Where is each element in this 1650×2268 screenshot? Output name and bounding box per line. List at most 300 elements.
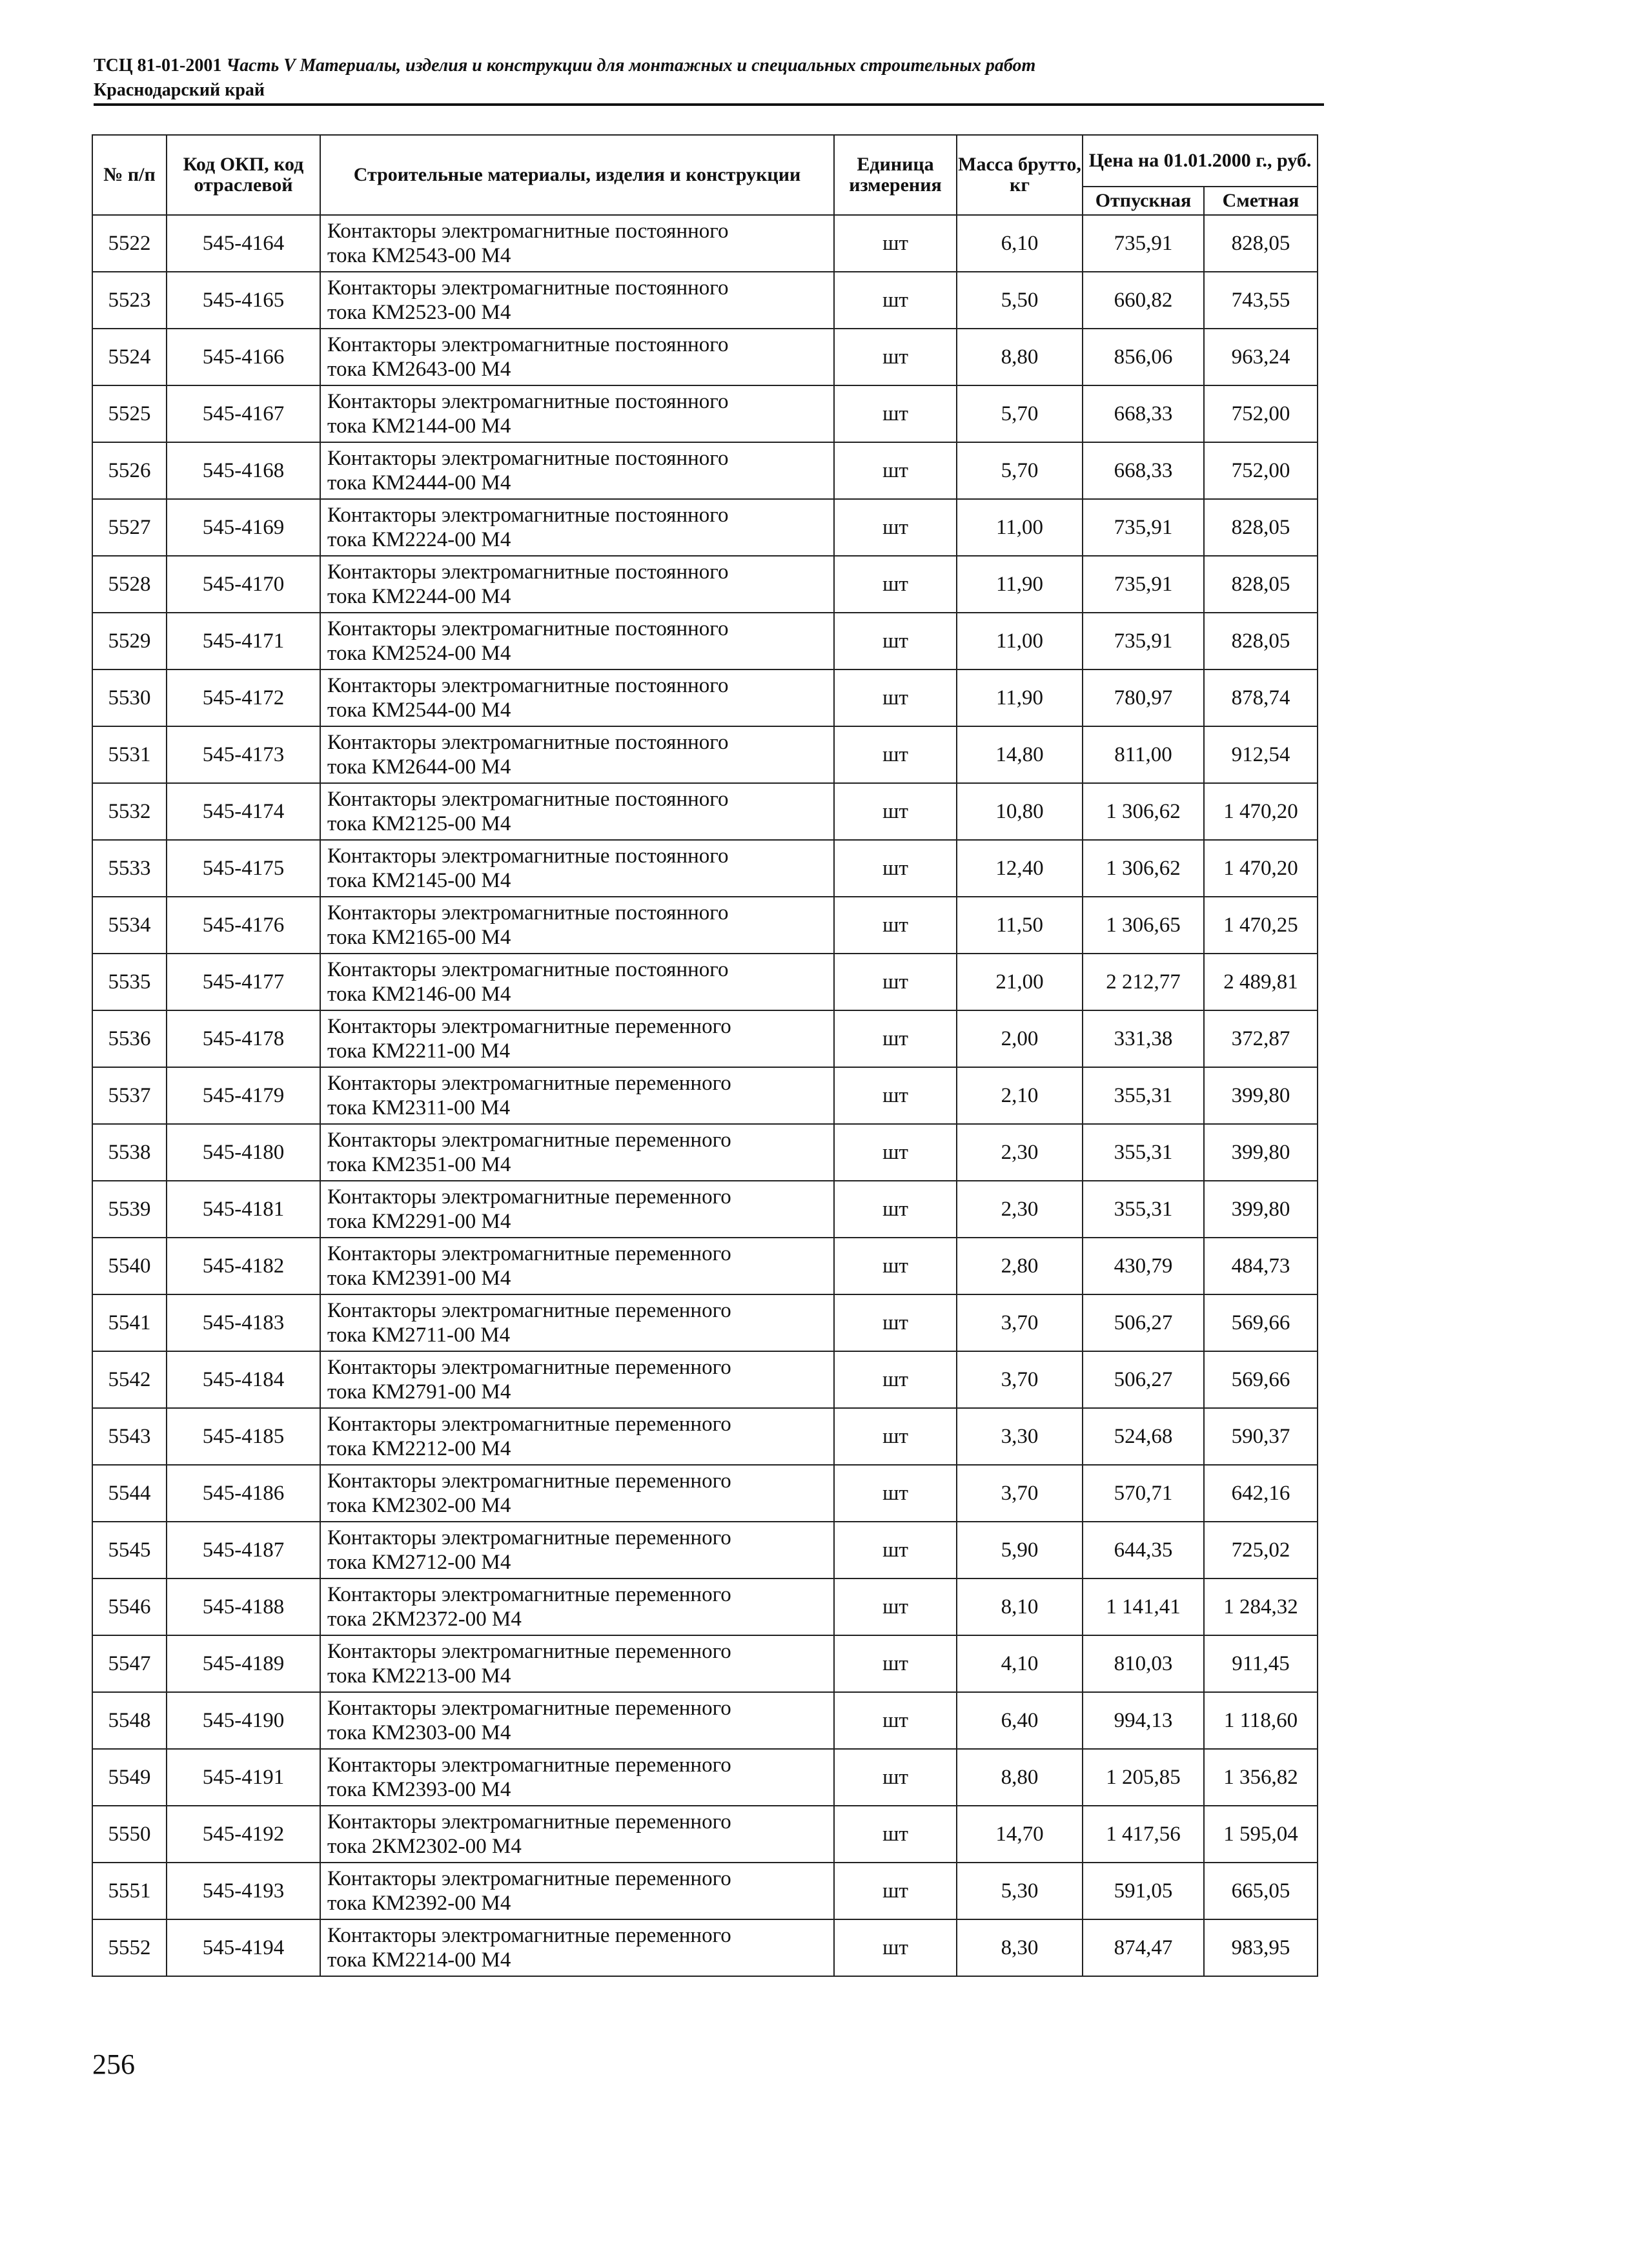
- name-line-2: тока КМ2444-00 М4: [327, 471, 511, 495]
- cell-estimate-price: 912,54: [1204, 726, 1318, 783]
- table-row: [92, 272, 1318, 329]
- col-header-unit: Единица измерения: [834, 135, 957, 215]
- name-line-1: Контакторы электромагнитные переменного: [327, 1299, 731, 1322]
- cell-release-price: 506,27: [1083, 1351, 1204, 1408]
- cell-num: 5551: [92, 1863, 167, 1919]
- name-line-2: тока КМ2244-00 М4: [327, 585, 511, 608]
- name-line-1: Контакторы электромагнитные постоянного: [327, 674, 729, 697]
- header-region: Краснодарский край: [94, 80, 265, 100]
- cell-estimate-price: 372,87: [1204, 1010, 1318, 1067]
- cell-num: 5538: [92, 1124, 167, 1181]
- cell-num: 5539: [92, 1181, 167, 1238]
- cell-name: [320, 1749, 834, 1806]
- table-row: [92, 840, 1318, 897]
- cell-estimate-price: 642,16: [1204, 1465, 1318, 1522]
- cell-name: [320, 1294, 834, 1351]
- cell-unit: шт: [834, 1238, 957, 1294]
- name-line-2: тока КМ2712-00 М4: [327, 1551, 511, 1574]
- cell-code: 545-4180: [167, 1124, 320, 1181]
- name-line-1: Контакторы электромагнитные постоянного: [327, 788, 729, 811]
- name-line-1: Контакторы электромагнитные постоянного: [327, 504, 729, 527]
- cell-num: 5528: [92, 556, 167, 613]
- cell-mass: 8,10: [957, 1578, 1083, 1635]
- table-row: [92, 1635, 1318, 1692]
- cell-name: [320, 1635, 834, 1692]
- cell-code: 545-4190: [167, 1692, 320, 1749]
- col-header-price: Цена на 01.01.2000 г., руб.: [1083, 135, 1318, 187]
- col-header-name: Строительные материалы, изделия и конструкции: [320, 135, 834, 215]
- cell-name: [320, 1692, 834, 1749]
- cell-name: [320, 1408, 834, 1465]
- cell-release-price: 780,97: [1083, 669, 1204, 726]
- cell-name: [320, 329, 834, 385]
- table-row: [92, 1522, 1318, 1578]
- cell-release-price: 1 141,41: [1083, 1578, 1204, 1635]
- name-line-1: Контакторы электромагнитные постоянного: [327, 447, 729, 470]
- name-line-1: Контакторы электромагнитные постоянного: [327, 958, 729, 981]
- table-body: [92, 215, 1318, 1976]
- cell-code: 545-4172: [167, 669, 320, 726]
- name-line-1: Контакторы электромагнитные постоянного: [327, 390, 729, 413]
- cell-unit: шт: [834, 726, 957, 783]
- cell-estimate-price: 752,00: [1204, 442, 1318, 499]
- cell-mass: 8,80: [957, 1749, 1083, 1806]
- cell-code: 545-4185: [167, 1408, 320, 1465]
- cell-unit: шт: [834, 329, 957, 385]
- cell-estimate-price: 983,95: [1204, 1919, 1318, 1976]
- cell-code: 545-4178: [167, 1010, 320, 1067]
- name-line-1: Контакторы электромагнитные переменного: [327, 1867, 731, 1890]
- cell-code: 545-4177: [167, 954, 320, 1010]
- table-row: [92, 499, 1318, 556]
- cell-release-price: 856,06: [1083, 329, 1204, 385]
- name-line-1: Контакторы электромагнитные постоянного: [327, 560, 729, 584]
- name-line-2: тока КМ2214-00 М4: [327, 1948, 511, 1972]
- cell-num: 5530: [92, 669, 167, 726]
- cell-release-price: 1 205,85: [1083, 1749, 1204, 1806]
- table-row: [92, 1124, 1318, 1181]
- cell-mass: 3,70: [957, 1465, 1083, 1522]
- cell-code: 545-4166: [167, 329, 320, 385]
- cell-estimate-price: 963,24: [1204, 329, 1318, 385]
- cell-code: 545-4168: [167, 442, 320, 499]
- cell-name: [320, 1863, 834, 1919]
- cell-release-price: 355,31: [1083, 1067, 1204, 1124]
- cell-code: 545-4169: [167, 499, 320, 556]
- name-line-1: Контакторы электромагнитные переменного: [327, 1810, 731, 1834]
- cell-num: 5552: [92, 1919, 167, 1976]
- cell-mass: 11,00: [957, 613, 1083, 669]
- cell-release-price: 2 212,77: [1083, 954, 1204, 1010]
- cell-name: [320, 556, 834, 613]
- cell-estimate-price: 911,45: [1204, 1635, 1318, 1692]
- name-line-1: Контакторы электромагнитные постоянного: [327, 333, 729, 356]
- cell-mass: 11,50: [957, 897, 1083, 954]
- cell-unit: шт: [834, 1578, 957, 1635]
- cell-release-price: 668,33: [1083, 442, 1204, 499]
- cell-release-price: 524,68: [1083, 1408, 1204, 1465]
- page-number: 256: [92, 2048, 135, 2080]
- name-line-2: тока КМ2351-00 М4: [327, 1153, 511, 1176]
- cell-mass: 3,70: [957, 1294, 1083, 1351]
- cell-name: [320, 1181, 834, 1238]
- name-line-2: тока КМ2291-00 М4: [327, 1210, 511, 1233]
- table-row: [92, 1010, 1318, 1067]
- cell-estimate-price: 1 284,32: [1204, 1578, 1318, 1635]
- cell-unit: шт: [834, 556, 957, 613]
- cell-release-price: 735,91: [1083, 499, 1204, 556]
- cell-unit: шт: [834, 1294, 957, 1351]
- cell-code: 545-4170: [167, 556, 320, 613]
- name-line-1: Контакторы электромагнитные переменного: [327, 1526, 731, 1549]
- cell-estimate-price: 399,80: [1204, 1067, 1318, 1124]
- cell-num: 5529: [92, 613, 167, 669]
- col-header-mass: Масса брутто, кг: [957, 135, 1083, 215]
- name-line-2: тока КМ2643-00 М4: [327, 358, 511, 381]
- cell-mass: 14,70: [957, 1806, 1083, 1863]
- cell-num: 5525: [92, 385, 167, 442]
- cell-code: 545-4187: [167, 1522, 320, 1578]
- cell-release-price: 430,79: [1083, 1238, 1204, 1294]
- table-row: [92, 669, 1318, 726]
- table-row: [92, 726, 1318, 783]
- table-row: [92, 1294, 1318, 1351]
- name-line-1: Контакторы электромагнитные постоянного: [327, 276, 729, 300]
- cell-unit: шт: [834, 613, 957, 669]
- page-header: [94, 53, 1324, 102]
- cell-name: [320, 1578, 834, 1635]
- cell-mass: 2,00: [957, 1010, 1083, 1067]
- name-line-2: тока КМ2311-00 М4: [327, 1096, 511, 1119]
- cell-estimate-price: 590,37: [1204, 1408, 1318, 1465]
- cell-release-price: 660,82: [1083, 272, 1204, 329]
- cell-code: 545-4181: [167, 1181, 320, 1238]
- cell-estimate-price: 1 118,60: [1204, 1692, 1318, 1749]
- cell-mass: 5,70: [957, 442, 1083, 499]
- cell-unit: шт: [834, 385, 957, 442]
- table-row: [92, 1238, 1318, 1294]
- cell-release-price: 1 417,56: [1083, 1806, 1204, 1863]
- name-line-2: тока КМ2212-00 М4: [327, 1437, 511, 1460]
- cell-name: [320, 1067, 834, 1124]
- name-line-1: Контакторы электромагнитные постоянного: [327, 901, 729, 925]
- name-line-1: Контакторы электромагнитные переменного: [327, 1924, 731, 1947]
- table-row: [92, 954, 1318, 1010]
- name-line-1: Контакторы электромагнитные переменного: [327, 1469, 731, 1493]
- cell-unit: шт: [834, 442, 957, 499]
- cell-release-price: 570,71: [1083, 1465, 1204, 1522]
- name-line-2: тока КМ2144-00 М4: [327, 414, 511, 438]
- cell-unit: шт: [834, 1010, 957, 1067]
- cell-estimate-price: 1 470,20: [1204, 840, 1318, 897]
- name-line-1: Контакторы электромагнитные переменного: [327, 1129, 731, 1152]
- name-line-1: Контакторы электромагнитные переменного: [327, 1185, 731, 1209]
- cell-mass: 2,30: [957, 1124, 1083, 1181]
- cell-unit: шт: [834, 897, 957, 954]
- table-row: [92, 215, 1318, 272]
- table-row: [92, 1408, 1318, 1465]
- name-line-1: Контакторы электромагнитные переменного: [327, 1015, 731, 1038]
- cell-release-price: 735,91: [1083, 215, 1204, 272]
- cell-mass: 5,90: [957, 1522, 1083, 1578]
- table-row: [92, 1919, 1318, 1976]
- table-row: [92, 613, 1318, 669]
- cell-unit: шт: [834, 1124, 957, 1181]
- cell-code: 545-4186: [167, 1465, 320, 1522]
- header-title-line: [94, 53, 1324, 79]
- table-row: [92, 1465, 1318, 1522]
- cell-name: [320, 385, 834, 442]
- cell-estimate-price: 828,05: [1204, 499, 1318, 556]
- cell-num: 5536: [92, 1010, 167, 1067]
- cell-mass: 21,00: [957, 954, 1083, 1010]
- cell-name: [320, 1806, 834, 1863]
- cell-release-price: 355,31: [1083, 1124, 1204, 1181]
- cell-num: 5550: [92, 1806, 167, 1863]
- name-line-2: тока 2КМ2372-00 М4: [327, 1608, 522, 1631]
- cell-num: 5542: [92, 1351, 167, 1408]
- col-header-okp: Код ОКП, код отраслевой: [167, 135, 320, 215]
- cell-unit: шт: [834, 272, 957, 329]
- cell-code: 545-4192: [167, 1806, 320, 1863]
- cell-num: 5526: [92, 442, 167, 499]
- cell-code: 545-4176: [167, 897, 320, 954]
- cell-estimate-price: 399,80: [1204, 1181, 1318, 1238]
- cell-num: 5534: [92, 897, 167, 954]
- cell-name: [320, 1124, 834, 1181]
- cell-num: 5524: [92, 329, 167, 385]
- table-row: [92, 1692, 1318, 1749]
- table-row: [92, 897, 1318, 954]
- cell-unit: шт: [834, 1635, 957, 1692]
- cell-estimate-price: 569,66: [1204, 1294, 1318, 1351]
- cell-unit: шт: [834, 1351, 957, 1408]
- col-header-num: № п/п: [92, 135, 167, 215]
- cell-name: [320, 726, 834, 783]
- cell-num: 5523: [92, 272, 167, 329]
- cell-code: 545-4193: [167, 1863, 320, 1919]
- cell-mass: 11,90: [957, 556, 1083, 613]
- cell-release-price: 735,91: [1083, 556, 1204, 613]
- name-line-1: Контакторы электромагнитные переменного: [327, 1072, 731, 1095]
- name-line-1: Контакторы электромагнитные постоянного: [327, 220, 729, 243]
- table-row: [92, 1578, 1318, 1635]
- name-line-2: тока КМ2211-00 М4: [327, 1039, 511, 1063]
- cell-mass: 8,80: [957, 329, 1083, 385]
- cell-num: 5540: [92, 1238, 167, 1294]
- cell-release-price: 644,35: [1083, 1522, 1204, 1578]
- cell-release-price: 668,33: [1083, 385, 1204, 442]
- cell-estimate-price: 569,66: [1204, 1351, 1318, 1408]
- name-line-2: тока КМ2213-00 М4: [327, 1664, 511, 1688]
- cell-mass: 4,10: [957, 1635, 1083, 1692]
- name-line-2: тока КМ2392-00 М4: [327, 1892, 511, 1915]
- cell-mass: 5,30: [957, 1863, 1083, 1919]
- cell-code: 545-4194: [167, 1919, 320, 1976]
- col-header-release: Отпускная: [1083, 187, 1204, 215]
- cell-mass: 11,90: [957, 669, 1083, 726]
- cell-name: [320, 499, 834, 556]
- cell-num: 5541: [92, 1294, 167, 1351]
- cell-num: 5527: [92, 499, 167, 556]
- cell-unit: шт: [834, 783, 957, 840]
- cell-num: 5537: [92, 1067, 167, 1124]
- cell-estimate-price: 399,80: [1204, 1124, 1318, 1181]
- cell-release-price: 1 306,65: [1083, 897, 1204, 954]
- cell-name: [320, 783, 834, 840]
- name-line-1: Контакторы электромагнитные переменного: [327, 1356, 731, 1379]
- cell-num: 5546: [92, 1578, 167, 1635]
- cell-mass: 2,80: [957, 1238, 1083, 1294]
- table-row: [92, 783, 1318, 840]
- cell-code: 545-4175: [167, 840, 320, 897]
- cell-unit: шт: [834, 1863, 957, 1919]
- col-header-estimate: Сметная: [1204, 187, 1318, 215]
- cell-estimate-price: 665,05: [1204, 1863, 1318, 1919]
- cell-release-price: 994,13: [1083, 1692, 1204, 1749]
- cell-code: 545-4188: [167, 1578, 320, 1635]
- cell-code: 545-4189: [167, 1635, 320, 1692]
- cell-estimate-price: 828,05: [1204, 556, 1318, 613]
- cell-unit: шт: [834, 1408, 957, 1465]
- cell-release-price: 810,03: [1083, 1635, 1204, 1692]
- cell-code: 545-4164: [167, 215, 320, 272]
- name-line-2: тока КМ2644-00 М4: [327, 755, 511, 779]
- table-row: [92, 1067, 1318, 1124]
- cell-unit: шт: [834, 1806, 957, 1863]
- cell-estimate-price: 725,02: [1204, 1522, 1318, 1578]
- name-line-1: Контакторы электромагнитные переменного: [327, 1640, 731, 1663]
- name-line-2: тока КМ2544-00 М4: [327, 699, 511, 722]
- name-line-1: Контакторы электромагнитные переменного: [327, 1753, 731, 1777]
- cell-estimate-price: 484,73: [1204, 1238, 1318, 1294]
- cell-estimate-price: 2 489,81: [1204, 954, 1318, 1010]
- name-line-1: Контакторы электромагнитные переменного: [327, 1413, 731, 1436]
- name-line-2: тока КМ2711-00 М4: [327, 1323, 511, 1347]
- cell-release-price: 331,38: [1083, 1010, 1204, 1067]
- header-rule: [94, 103, 1324, 106]
- cell-estimate-price: 1 356,82: [1204, 1749, 1318, 1806]
- cell-unit: шт: [834, 499, 957, 556]
- cell-code: 545-4182: [167, 1238, 320, 1294]
- cell-unit: шт: [834, 1692, 957, 1749]
- name-line-2: тока КМ2224-00 М4: [327, 528, 511, 551]
- cell-name: [320, 1238, 834, 1294]
- cell-unit: шт: [834, 669, 957, 726]
- name-line-2: тока КМ2125-00 М4: [327, 812, 511, 835]
- cell-code: 545-4173: [167, 726, 320, 783]
- cell-num: 5522: [92, 215, 167, 272]
- name-line-2: тока КМ2165-00 М4: [327, 926, 511, 949]
- cell-mass: 14,80: [957, 726, 1083, 783]
- cell-name: [320, 1351, 834, 1408]
- cell-unit: шт: [834, 1465, 957, 1522]
- cell-mass: 6,10: [957, 215, 1083, 272]
- cell-num: 5543: [92, 1408, 167, 1465]
- cell-release-price: 874,47: [1083, 1919, 1204, 1976]
- cell-num: 5533: [92, 840, 167, 897]
- name-line-2: тока КМ2146-00 М4: [327, 983, 511, 1006]
- name-line-1: Контакторы электромагнитные переменного: [327, 1697, 731, 1720]
- cell-code: 545-4183: [167, 1294, 320, 1351]
- cell-name: [320, 442, 834, 499]
- cell-mass: 6,40: [957, 1692, 1083, 1749]
- cell-name: [320, 613, 834, 669]
- name-line-2: тока КМ2543-00 М4: [327, 244, 511, 267]
- cell-num: 5547: [92, 1635, 167, 1692]
- name-line-1: Контакторы электромагнитные переменного: [327, 1583, 731, 1606]
- cell-unit: шт: [834, 215, 957, 272]
- cell-code: 545-4191: [167, 1749, 320, 1806]
- cell-num: 5545: [92, 1522, 167, 1578]
- name-line-1: Контакторы электромагнитные постоянного: [327, 617, 729, 640]
- cell-name: [320, 1010, 834, 1067]
- name-line-2: тока КМ2393-00 М4: [327, 1778, 511, 1801]
- name-line-2: тока КМ2791-00 М4: [327, 1380, 511, 1404]
- cell-release-price: 1 306,62: [1083, 840, 1204, 897]
- cell-estimate-price: 743,55: [1204, 272, 1318, 329]
- cell-unit: шт: [834, 1181, 957, 1238]
- table-row: [92, 329, 1318, 385]
- name-line-2: тока КМ2303-00 М4: [327, 1721, 511, 1744]
- cell-code: 545-4184: [167, 1351, 320, 1408]
- cell-name: [320, 1465, 834, 1522]
- cell-release-price: 811,00: [1083, 726, 1204, 783]
- cell-num: 5535: [92, 954, 167, 1010]
- table-row: [92, 1351, 1318, 1408]
- cell-mass: 8,30: [957, 1919, 1083, 1976]
- cell-name: [320, 215, 834, 272]
- cell-code: 545-4167: [167, 385, 320, 442]
- cell-num: 5531: [92, 726, 167, 783]
- cell-mass: 3,70: [957, 1351, 1083, 1408]
- cell-num: 5544: [92, 1465, 167, 1522]
- cell-code: 545-4179: [167, 1067, 320, 1124]
- cell-release-price: 1 306,62: [1083, 783, 1204, 840]
- table-row: [92, 385, 1318, 442]
- cell-unit: шт: [834, 954, 957, 1010]
- cell-mass: 2,30: [957, 1181, 1083, 1238]
- cell-code: 545-4171: [167, 613, 320, 669]
- cell-name: [320, 669, 834, 726]
- header-code: ТСЦ 81-01-2001: [94, 56, 222, 76]
- cell-mass: 5,50: [957, 272, 1083, 329]
- table-row: [92, 1806, 1318, 1863]
- cell-mass: 5,70: [957, 385, 1083, 442]
- cell-mass: 2,10: [957, 1067, 1083, 1124]
- name-line-2: тока КМ2524-00 М4: [327, 642, 511, 665]
- price-table: [92, 134, 1318, 1977]
- name-line-2: тока КМ2523-00 М4: [327, 301, 511, 324]
- table-row: [92, 1863, 1318, 1919]
- cell-name: [320, 897, 834, 954]
- cell-release-price: 735,91: [1083, 613, 1204, 669]
- cell-num: 5549: [92, 1749, 167, 1806]
- cell-name: [320, 840, 834, 897]
- cell-name: [320, 1522, 834, 1578]
- cell-code: 545-4174: [167, 783, 320, 840]
- table-row: [92, 442, 1318, 499]
- cell-mass: 12,40: [957, 840, 1083, 897]
- table-row: [92, 1181, 1318, 1238]
- cell-name: [320, 1919, 834, 1976]
- cell-unit: шт: [834, 1522, 957, 1578]
- cell-estimate-price: 1 470,20: [1204, 783, 1318, 840]
- cell-release-price: 591,05: [1083, 1863, 1204, 1919]
- cell-num: 5532: [92, 783, 167, 840]
- name-line-2: тока 2КМ2302-00 М4: [327, 1835, 522, 1858]
- cell-estimate-price: 1 470,25: [1204, 897, 1318, 954]
